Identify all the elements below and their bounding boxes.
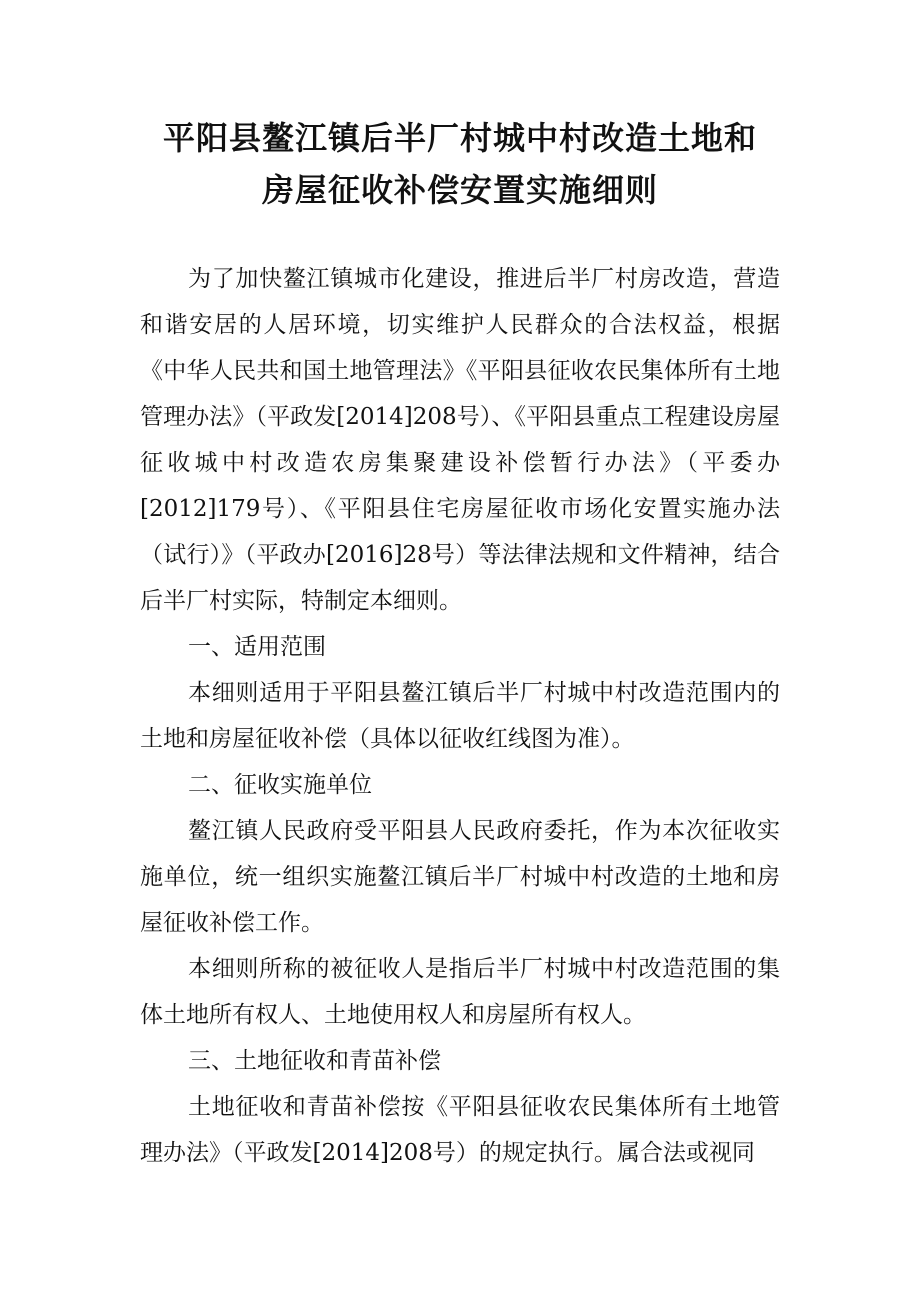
scope-paragraph: 本细则适用于平阳县鳌江镇后半厂村城中村改造范围内的土地和房屋征收补偿（具体以征收红线图为准）。 (140, 680, 780, 752)
section-heading-implementing-unit: 二、征收实施单位 (188, 772, 372, 798)
document-title (100, 112, 820, 216)
title-line-2: 房屋征收补偿安置实施细则 (261, 171, 658, 209)
expropriated-party-paragraph: 本细则所称的被征收人是指后半厂村城中村改造范围的集体土地所有权人、土地使用权人和房屋所有权人。 (140, 956, 780, 1028)
intro-paragraph: 为了加快鳌江镇城市化建设，推进后半厂村房改造，营造和谐安居的人居环境，切实维护人民群众的合法权益，根据《中华人民共和国土地管理法》《平阳县征收农民集体所有土地管理办法》（平政发[2014]208号）、《平阳县重点工程建设房屋征收城中村改造农房集聚建设补偿暂行办法》（平委办[2012]179号）、《平阳县住宅房屋征收市场化安置实施办法（试行）》（平政办[2016]28号）等法律法规和文件精神，结合后半厂村实际，特制定本细则。 (140, 266, 780, 614)
section-heading-land-compensation: 三、土地征收和青苗补偿 (188, 1048, 441, 1074)
document-body (140, 256, 780, 1176)
title-line-1: 平阳县鳌江镇后半厂村城中村改造土地和 (162, 119, 757, 157)
implementing-unit-paragraph: 鳌江镇人民政府受平阳县人民政府委托，作为本次征收实施单位，统一组织实施鳌江镇后半厂村城中村改造的土地和房屋征收补偿工作。 (140, 818, 780, 936)
section-heading-scope: 一、适用范围 (188, 634, 326, 660)
land-compensation-paragraph: 土地征收和青苗补偿按《平阳县征收农民集体所有土地管理办法》（平政发[2014]208号）的规定执行。属合法或视同 (140, 1094, 780, 1166)
